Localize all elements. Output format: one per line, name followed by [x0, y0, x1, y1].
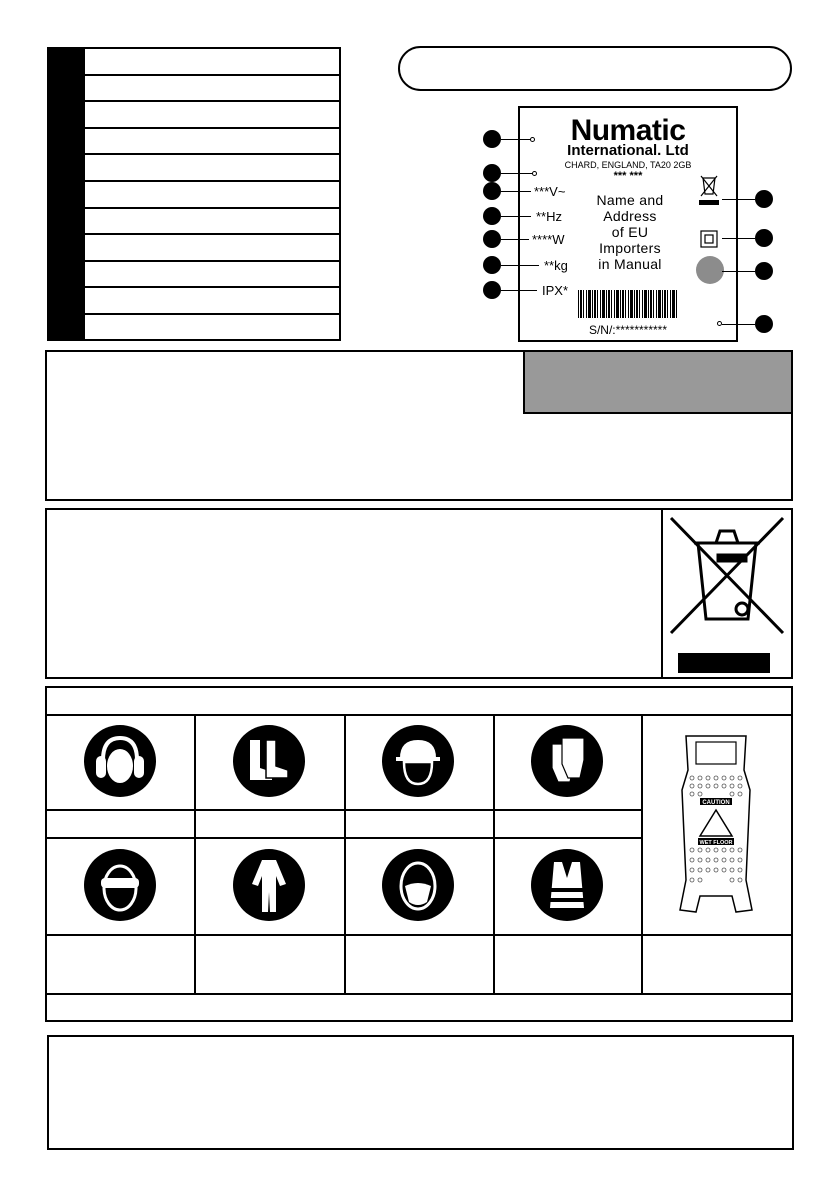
safety-boots-icon — [232, 724, 306, 798]
grid-line — [45, 993, 793, 995]
grid-line — [194, 714, 196, 994]
table-row — [85, 102, 339, 129]
grid-line — [641, 714, 643, 994]
approval-mark-icon — [696, 256, 724, 284]
callout-marker — [483, 130, 501, 148]
notes-box — [47, 1035, 794, 1150]
power-value: ****W — [532, 232, 565, 247]
spec-table — [83, 47, 341, 341]
weight-value: **kg — [544, 258, 568, 273]
caution-text: CAUTION — [702, 800, 730, 806]
safety-glasses-icon — [83, 848, 157, 922]
company-name: International. Ltd — [567, 142, 689, 159]
weee-small-icon — [698, 172, 720, 208]
callout-lead — [501, 290, 537, 291]
serial-number: S/N/:*********** — [588, 323, 668, 337]
gray-header-panel — [523, 350, 793, 414]
callout-lead — [501, 239, 529, 240]
barcode — [578, 290, 678, 318]
callout-marker — [483, 281, 501, 299]
table-row — [85, 288, 339, 315]
weee-bin-icon — [668, 515, 786, 675]
callout-marker — [755, 262, 773, 280]
table-row — [85, 262, 339, 289]
callout-marker — [483, 230, 501, 248]
callout-marker — [755, 315, 773, 333]
importer-line: Name and — [596, 192, 664, 208]
grid-line — [493, 714, 495, 994]
model-code: *** *** — [613, 170, 643, 182]
table-row — [85, 315, 339, 342]
callout-anchor — [717, 321, 722, 326]
divider — [661, 508, 663, 679]
callout-marker — [483, 164, 501, 182]
callout-lead — [722, 199, 755, 200]
grid-line — [344, 714, 346, 994]
table-row — [85, 49, 339, 76]
overalls-icon — [232, 848, 306, 922]
callout-marker — [483, 207, 501, 225]
importer-line: Importers — [599, 240, 661, 256]
callout-anchor — [530, 137, 535, 142]
table-row — [85, 182, 339, 209]
voltage-value: ***V~ — [534, 184, 566, 199]
table-row — [85, 155, 339, 182]
grid-line — [45, 714, 793, 716]
callout-lead — [722, 271, 755, 272]
importer-line: of EU — [611, 224, 649, 240]
rating-label — [518, 106, 738, 342]
grid-line — [45, 934, 793, 936]
table-side-bar — [47, 47, 83, 341]
table-row — [85, 76, 339, 103]
title-pill — [398, 46, 792, 91]
ip-rating-value: IPX* — [542, 283, 569, 298]
importer-line: in Manual — [598, 256, 662, 272]
brand-name: Numatic — [570, 114, 686, 147]
callout-marker — [755, 190, 773, 208]
callout-lead — [501, 173, 533, 174]
callout-marker — [483, 182, 501, 200]
table-row — [85, 235, 339, 262]
callout-lead — [501, 191, 531, 192]
importer-line: Address — [603, 208, 657, 224]
table-row — [85, 209, 339, 236]
callout-marker — [755, 229, 773, 247]
company-address: CHARD, ENGLAND, TA20 2GB — [564, 160, 692, 170]
callout-lead — [501, 216, 531, 217]
wet-floor-caution-sign-icon — [676, 730, 756, 920]
ear-protection-icon — [83, 724, 157, 798]
callout-lead — [722, 324, 755, 325]
gloves-icon — [530, 724, 604, 798]
callout-anchor — [532, 171, 537, 176]
hi-vis-vest-icon — [530, 848, 604, 922]
callout-marker — [483, 256, 501, 274]
hard-hat-icon — [381, 724, 455, 798]
table-row — [85, 129, 339, 156]
callout-lead — [722, 238, 755, 239]
dust-mask-icon — [381, 848, 455, 922]
callout-lead — [501, 265, 539, 266]
callout-lead — [501, 139, 531, 140]
frequency-value: **Hz — [536, 209, 563, 224]
double-insulation-icon — [700, 230, 718, 248]
importer-note — [580, 192, 680, 272]
wet-floor-text: WET FLOOR — [699, 840, 733, 846]
